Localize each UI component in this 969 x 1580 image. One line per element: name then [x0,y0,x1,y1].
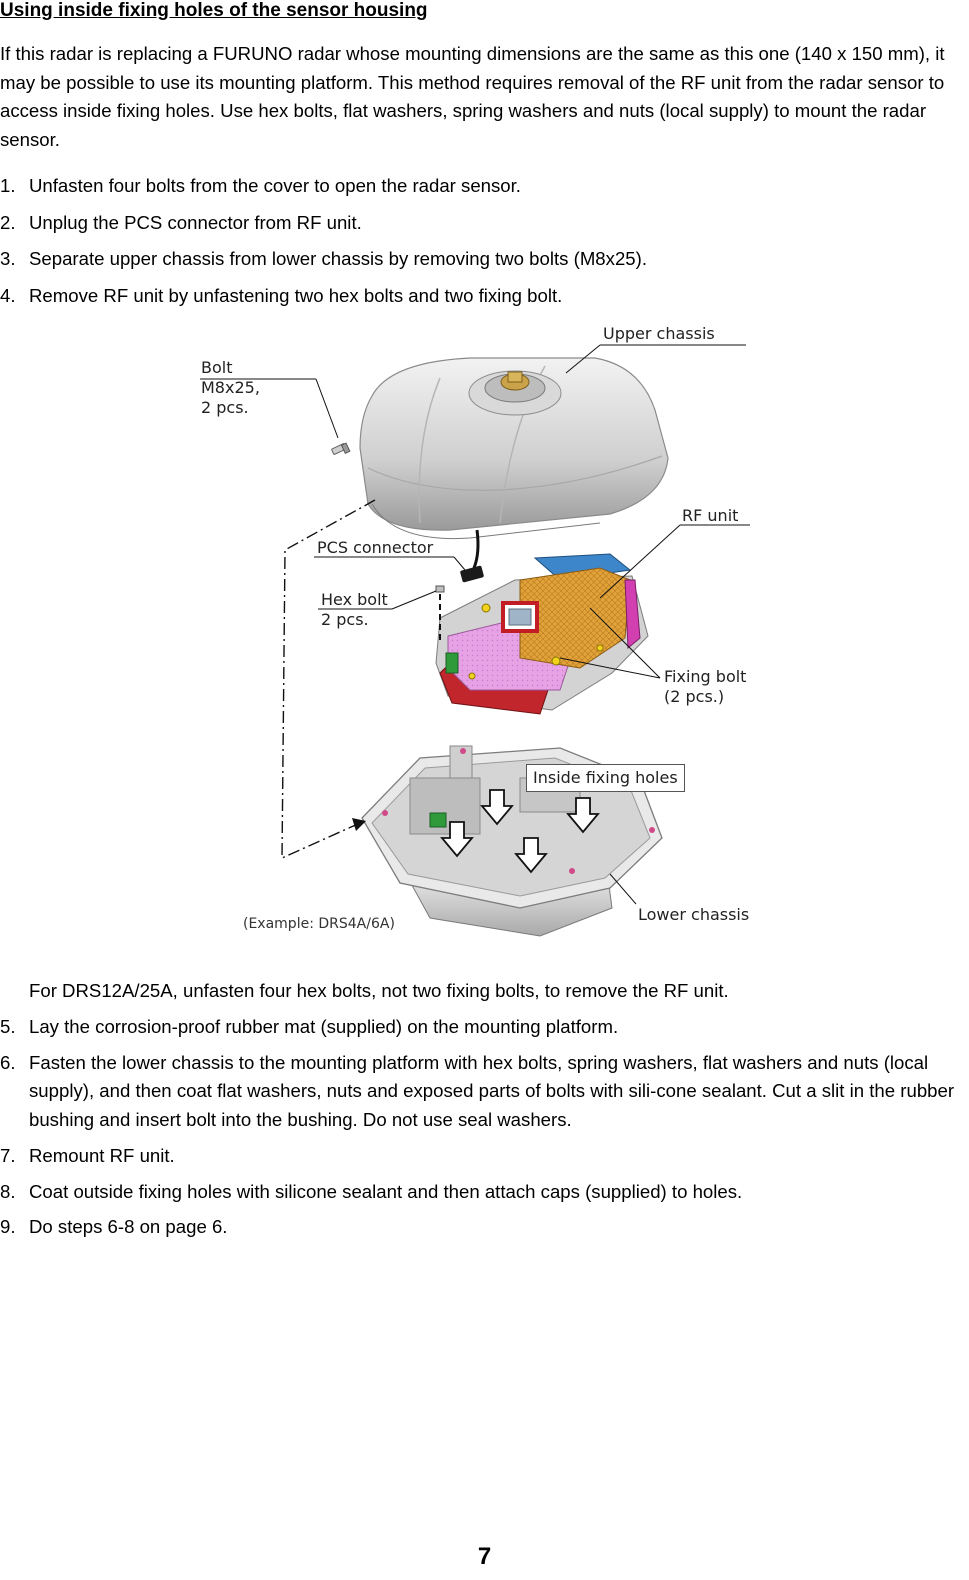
step-text: Unplug the PCS connector from RF unit. [29,211,362,233]
step-number: 6. [0,1051,16,1073]
step-number: 4. [0,285,16,307]
step-item [0,1213,965,1242]
label-hex-bolt: Hex bolt 2 pcs. [321,590,388,629]
steps-list-1 [0,172,960,319]
step-number: 3. [0,248,16,270]
step-item [0,1142,965,1171]
step-text: Remount RF unit. [29,1144,175,1166]
upper-chassis [360,358,668,539]
step-item [0,209,960,238]
steps-list-2 [0,1013,965,1249]
step-number: 7. [0,1144,16,1166]
step-item [0,1049,965,1135]
step-text: Separate upper chassis from lower chassis by removing two bolts (M8x25). [29,248,647,270]
label-lower-chassis: Lower chassis [638,905,750,924]
intro-paragraph: If this radar is replacing a FURUNO radar whose mounting dimensions are the same as this one (140 x 150 mm), it may be possible to use its mounting platform. This method requires removal of the RF unit from the radar sensor to access inside fixing holes. Use hex bolts, flat washers, spring washers and nuts (local supply) to mount the radar sensor. [0,43,945,151]
step-text: Fasten the lower chassis to the mounting platform with hex bolts, spring washers, flat washers and nuts (local supply), and then coat flat washers, nuts and exposed parts of bolts with sili-cone sealant. Cut a slit in the rubber bushing and insert bolt into the bushing. Do not use seal washers. [29,1051,955,1131]
step-text: Do steps 6-8 on page 6. [29,1216,228,1238]
step-text: Lay the corrosion-proof rubber mat (supplied) on the mounting platform. [29,1016,619,1037]
step-item [0,1178,965,1207]
figure-caption: (Example: DRS4A/6A) [243,916,395,932]
label-bolt: Bolt M8x25, 2 pcs. [201,358,260,417]
step-number: 9. [0,1216,16,1238]
step-number: 1. [0,175,16,196]
label-pcs-connector: PCS connector [317,538,434,557]
step-number: 2. [0,211,16,233]
label-inside-fixing-holes: Inside fixing holes [526,764,685,792]
step-text: Unfasten four bolts from the cover to open the radar sensor. [29,175,521,196]
label-rf-unit: RF unit [682,506,739,525]
step-item [0,245,960,274]
step-item [0,282,960,311]
model-note: For DRS12A/25A, unfasten four hex bolts, not two fixing bolts, to remove the RF unit. [29,980,729,1001]
pcs-cable [474,530,478,568]
radar-sensor-illustration [0,318,969,948]
step-number: 5. [0,1016,16,1037]
step-number: 8. [0,1180,16,1202]
step-item [0,1013,965,1042]
exploded-view-figure [0,318,969,948]
bolt-m8x25-icon [331,443,349,455]
page-number: 7 [477,1543,492,1570]
step-text: Remove RF unit by unfastening two hex bolts and two fixing bolt. [29,285,563,307]
label-upper-chassis: Upper chassis [603,324,715,343]
section-heading: Using inside fixing holes of the sensor housing [0,0,428,21]
step-item [0,172,960,201]
label-fixing-bolt: Fixing bolt (2 pcs.) [664,667,747,706]
step-text: Coat outside fixing holes with silicone sealant and then attach caps (supplied) to holes. [29,1180,743,1202]
